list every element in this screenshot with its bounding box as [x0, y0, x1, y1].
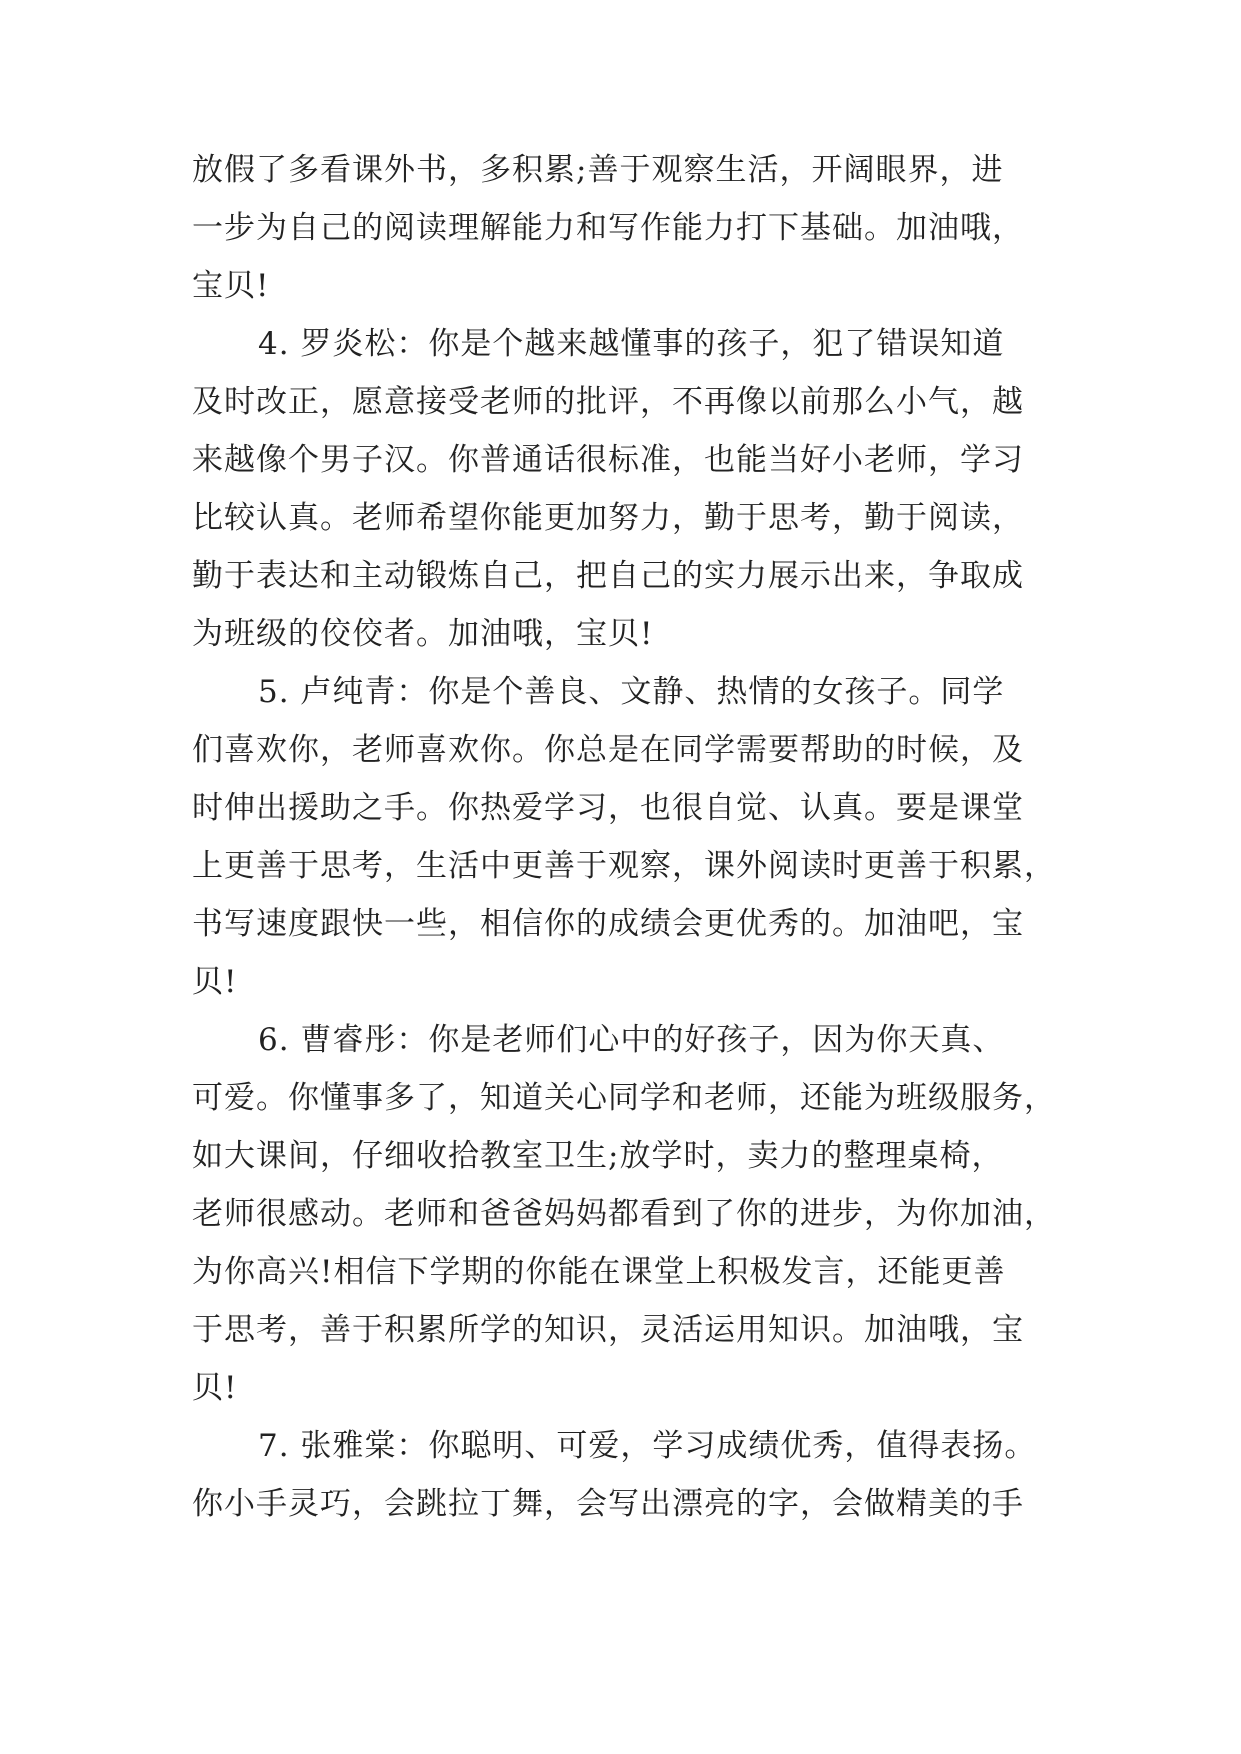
paragraph-line: 一步为自己的阅读理解能力和写作能力打下基础。加油哦， [192, 210, 1024, 246]
paragraph-line: 书写速度跟快一些，相信你的成绩会更优秀的。加油吧，宝 [192, 906, 1024, 942]
paragraph-line: 为你高兴!相信下学期的你能在课堂上积极发言，还能更善 [192, 1254, 1006, 1290]
paragraph-line: 贝! [192, 964, 238, 1000]
paragraph-line: 你小手灵巧，会跳拉丁舞，会写出漂亮的字，会做精美的手 [192, 1486, 1024, 1522]
paragraph-line: 宝贝! [192, 268, 270, 304]
paragraph-first-line: 7. 张雅棠：你聪明、可爱，学习成绩优秀，值得表扬。 [258, 1428, 1037, 1464]
paragraph-line: 如大课间，仔细收拾教室卫生;放学时，卖力的整理桌椅， [192, 1138, 1004, 1174]
paragraph-line: 们喜欢你，老师喜欢你。你总是在同学需要帮助的时候，及 [192, 732, 1024, 768]
paragraph-line: 为班级的佼佼者。加油哦，宝贝! [192, 616, 654, 652]
paragraph-line: 可爱。你懂事多了，知道关心同学和老师，还能为班级服务， [192, 1080, 1056, 1116]
paragraph-line: 上更善于思考，生活中更善于观察，课外阅读时更善于积累， [192, 848, 1056, 884]
paragraph-line: 来越像个男子汉。你普通话很标准，也能当好小老师，学习 [192, 442, 1024, 478]
paragraph-line: 比较认真。老师希望你能更加努力，勤于思考，勤于阅读， [192, 500, 1024, 536]
paragraph-first-line: 4. 罗炎松：你是个越来越懂事的孩子，犯了错误知道 [258, 326, 1005, 362]
paragraph-first-line: 6. 曹睿彤：你是老师们心中的好孩子，因为你天真、 [258, 1022, 1005, 1058]
paragraph-line: 于思考，善于积累所学的知识，灵活运用知识。加油哦，宝 [192, 1312, 1024, 1348]
paragraph-line: 勤于表达和主动锻炼自己，把自己的实力展示出来，争取成 [192, 558, 1024, 594]
paragraph-line: 老师很感动。老师和爸爸妈妈都看到了你的进步，为你加油， [192, 1196, 1056, 1232]
paragraph-line: 贝! [192, 1370, 238, 1406]
paragraph-line: 及时改正，愿意接受老师的批评，不再像以前那么小气，越 [192, 384, 1024, 420]
paragraph-first-line: 5. 卢纯青：你是个善良、文静、热情的女孩子。同学 [258, 674, 1005, 710]
paragraph-line: 时伸出援助之手。你热爱学习，也很自觉、认真。要是课堂 [192, 790, 1024, 826]
paragraph-line: 放假了多看课外书，多积累;善于观察生活，开阔眼界，进 [192, 152, 1004, 188]
